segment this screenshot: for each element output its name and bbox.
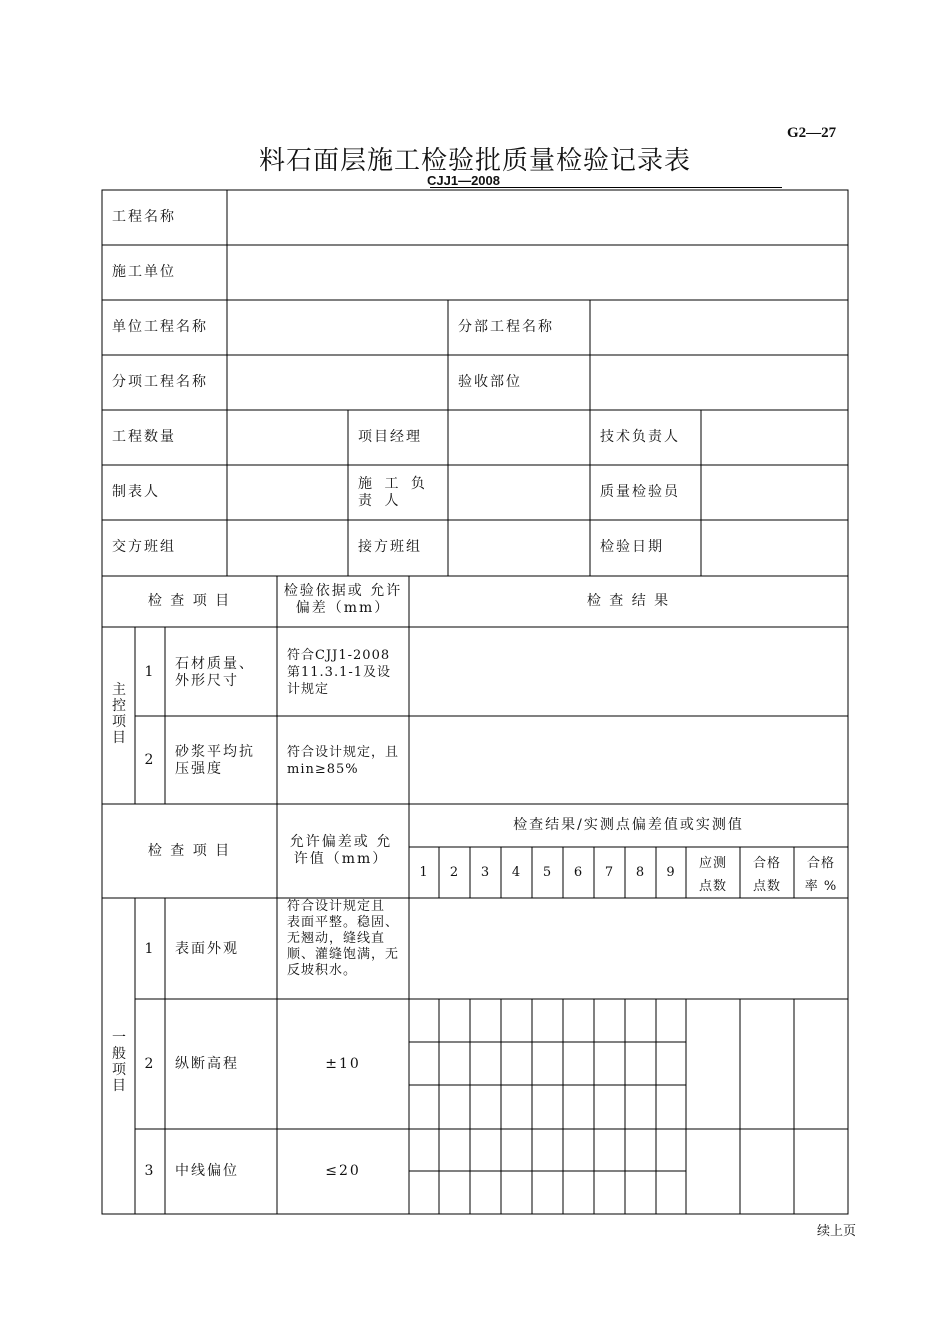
main-row-2-name: 砂浆平均抗压强度 [175, 744, 255, 777]
general-row-3-tolerance: ≤20 [325, 1163, 361, 1179]
label-construction-lead: 施 工 负 责 人 [358, 476, 429, 509]
main-row-2-no: 2 [144, 752, 156, 768]
general-row-1-name: 表面外观 [175, 941, 239, 957]
label-sub-project: 分部工程名称 [458, 319, 554, 335]
standard-code: CJJ1—2008 [427, 173, 500, 188]
label-inspector: 质量检验员 [600, 484, 680, 500]
general-row-1-no: 1 [144, 941, 156, 957]
label-preparer: 制表人 [112, 484, 160, 500]
col-should-measure: 应测 点数 [698, 856, 727, 894]
page-title: 料石面层施工检验批质量检验记录表 [258, 146, 691, 176]
label-contractor: 施工单位 [112, 264, 176, 280]
label-receiving-team: 接方班组 [358, 539, 422, 555]
label-item-project: 分项工程名称 [112, 374, 208, 390]
continued-note: 续上页 [817, 1224, 857, 1239]
main-row-1-basis: 符合CJJ1-2008第11.3.1-1及设计规定 [287, 648, 392, 697]
label-quantity: 工程数量 [112, 429, 176, 445]
general-row-3-name: 中线偏位 [175, 1163, 239, 1179]
point-col-3: 3 [480, 865, 491, 880]
main-row-1-no: 1 [144, 664, 156, 680]
point-col-8: 8 [635, 865, 646, 880]
general-row-2-tolerance: ±10 [325, 1056, 361, 1072]
col-pass-count: 合格 点数 [752, 856, 781, 894]
general-header-tolerance: 允许偏差或 允许值（mm） [289, 834, 393, 867]
form-code: G2—27 [787, 125, 837, 141]
main-row-2-basis: 符合设计规定，且min≥85% [287, 745, 400, 777]
main-header-basis: 检验依据或 允许偏差（mm） [283, 583, 403, 616]
label-project-manager: 项目经理 [358, 429, 422, 445]
label-acceptance-part: 验收部位 [458, 374, 522, 390]
point-col-2: 2 [449, 865, 460, 880]
point-col-5: 5 [542, 865, 553, 880]
main-control-group-label: 主控项目 [112, 682, 126, 746]
general-row-1-tolerance: 符合设计规定且 表面平整。稳固、无翘动，缝线直顺、灌缝饱满，无反坡积水。 [287, 899, 400, 978]
general-header-item: 检 查 项 目 [147, 843, 232, 859]
label-tech-lead: 技术负责人 [600, 429, 680, 445]
label-handover-team: 交方班组 [112, 539, 176, 555]
label-inspection-date: 检验日期 [600, 539, 664, 555]
label-project-name: 工程名称 [112, 209, 176, 225]
main-header-item: 检 查 项 目 [147, 593, 232, 609]
point-col-1: 1 [419, 865, 429, 880]
main-row-1-name: 石材质量、外形尺寸 [175, 656, 255, 689]
general-row-3-no: 3 [144, 1163, 156, 1179]
general-header-result: 检查结果/实测点偏差值或实测值 [513, 817, 744, 833]
col-pass-rate: 合格 率 % [804, 856, 838, 894]
point-col-7: 7 [604, 865, 615, 880]
label-unit-project: 单位工程名称 [112, 319, 208, 335]
point-col-9: 9 [666, 865, 676, 880]
general-row-2-name: 纵断高程 [175, 1056, 239, 1072]
general-group-label: 一般项目 [112, 1030, 126, 1094]
point-col-6: 6 [573, 865, 584, 880]
point-col-4: 4 [511, 865, 522, 880]
general-row-2-no: 2 [144, 1056, 156, 1072]
main-header-result: 检 查 结 果 [586, 593, 671, 609]
